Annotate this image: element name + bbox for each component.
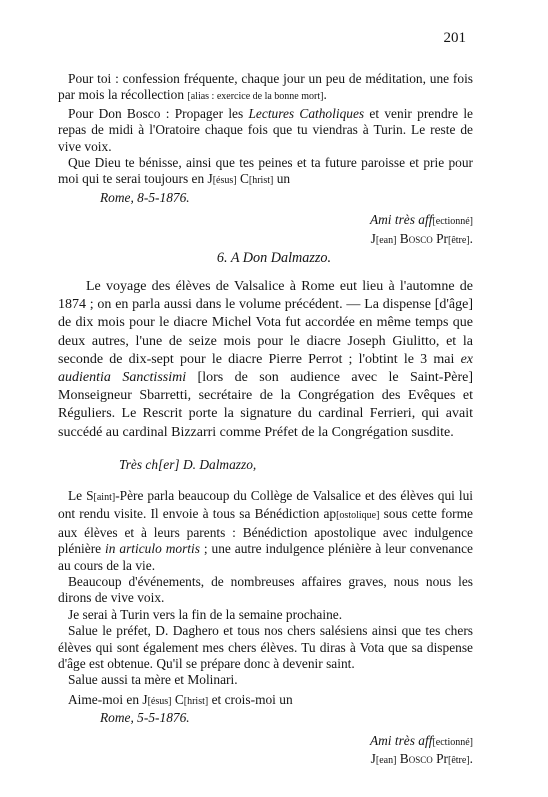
- letter-2-paragraph-4: Salue le préfet, D. Daghero et tous nos chers salésiens ainsi que tes chers élèves qui sont également mes chers élèves. Tu diras à Vota que sa dispense d'âge est obtenue. Qu'il se prépare donc à devenir saint.: [58, 623, 473, 672]
- letter-1-signature: J[ean] Bosco Pr[être].: [370, 230, 473, 246]
- salutation: Très ch[er] D. Dalmazzo,: [119, 457, 257, 472]
- letter-2-place-date: Rome, 5-5-1876.: [100, 710, 190, 726]
- letter-2-signature: J[ean] Bosco Pr[être].: [370, 751, 473, 767]
- letter-1-paragraph-1: Pour toi : confession fréquente, chaque jour un peu de méditation, une fois par mois la récollection [alias : exercice de la bonne mort].: [58, 71, 473, 103]
- letter-1-place-date: Rome, 8-5-1876.: [100, 189, 190, 205]
- letter-2-paragraph-2: Beaucoup d'événements, de nombreuses affaires graves, nous nous les dirons de vive voix.: [58, 574, 473, 606]
- letter-1-paragraph-2: Pour Don Bosco : Propager les Lectures Catholiques et venir prendre le repas de midi à l'Oratoire chaque fois que tu viendras à Turin. Le reste de vive voix.: [58, 105, 473, 154]
- section-heading: 6. A Don Dalmazzo.: [216, 250, 332, 266]
- editorial-note: [alias : exercice de la bonne mort]: [187, 91, 324, 103]
- letter-1-closing: Ami très aff[ectionné]: [369, 212, 473, 228]
- letter-2-closing: Ami très aff[ectionné]: [369, 732, 473, 748]
- introduction: Le voyage des élèves de Valsalice à Rome eut lieu à l'automne de 1874 ; on en parla aussi dans le volume précédent. — La dispense [d'âge] de dix mois pour le diacre Michel Vota fut accordée en même temps que deux autres, l'une de seize mois pour le diacre Joseph Giulitto, et la seconde de dix-sept pour le diacre Pierre Perrot ; l'obtint le 3 mai ex audientia Sanctissimi [lors de son audience avec le Saint-Père] Monseigneur Sbarretti, secrétaire de la Congrégation des Evêques et Réguliers. Le Rescrit porte la signature du cardinal Ferrieri, qui avait succédé au cardinal Bizzarri comme Préfet de la Congrégation susdite.: [58, 279, 473, 440]
- letter-1-paragraph-3: Que Dieu te bénisse, ainsi que tes peines et ta future paroisse et prie pour moi qui te serai toujours en J[ésus] C[hrist] un: [58, 155, 473, 187]
- letter-2: [58, 488, 473, 770]
- page-number: 201: [443, 30, 466, 46]
- letter-1: [58, 71, 473, 249]
- letter-2-paragraph-1: Le S[aint]-Père parla beaucoup du Collège de Valsalice et des élèves qui lui ont rendu visite. Il envoie à tous sa Bénédiction ap[ostolique] sous cette forme aux élèves et à leurs parents : Bénédiction apostolique avec indulgence plénière in articulo mortis ; une autre indulgence plénière à leur convenance au cours de la vie.: [58, 488, 473, 573]
- letter-2-paragraph-6: Aime-moi en J[ésus] C[hrist] et crois-moi un: [68, 691, 293, 707]
- letter-2-paragraph-5: Salue aussi ta mère et Molinari.: [68, 672, 238, 688]
- letter-2-paragraph-3: Je serai à Turin vers la fin de la semaine prochaine.: [68, 606, 343, 622]
